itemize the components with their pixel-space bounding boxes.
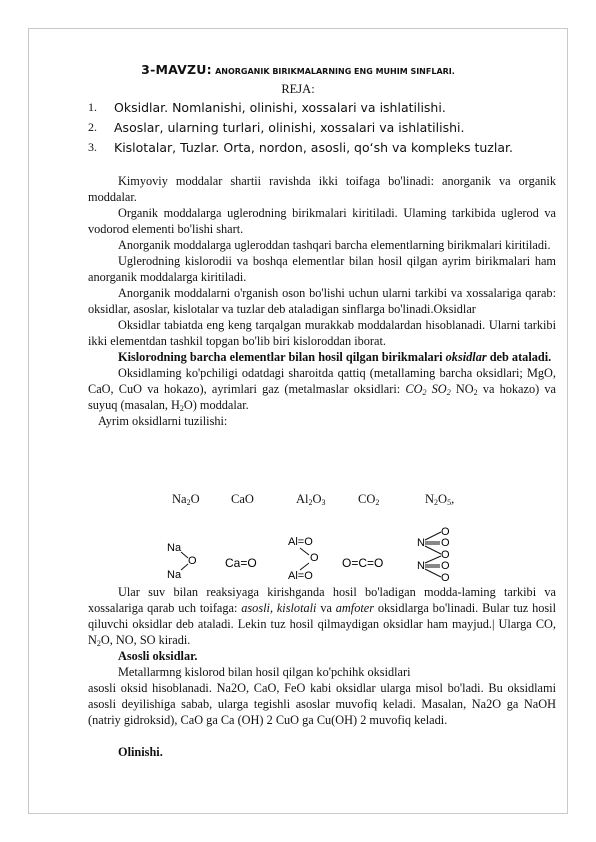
- paragraph: Anorganik moddalarni o'rganish oson bo'lishi uchun ularni tarkibi va xossalariga qarab: oksidlar, asoslar, kislotalar va tuzlar deb ataladigan sinflarga bo'linadi.Oksidlar: [88, 286, 556, 316]
- svg-text:Na: Na: [167, 542, 182, 554]
- svg-text:O=C=O: O=C=O: [342, 556, 384, 570]
- svg-text:N: N: [417, 537, 425, 549]
- svg-text:Ca=O: Ca=O: [225, 556, 257, 570]
- cao-structure: [225, 556, 257, 570]
- paragraph: Ular suv bilan reaksiyaga kirishganda hosil bo'ladigan modda-laming tarkibi va xossalariga qarab uch toifaga: asosli, kislotali va amfoter oksidlarga bo'linadi. Bular tuz hosil qiluvchi oksidlar deb ataladi. Lekin tuz hosil qilmaydigan oksidlar ham mayjud.| Ularga CO, $N_2O$, NO, SO kiradi.: [88, 585, 556, 648]
- svg-text:Na: Na: [167, 569, 182, 581]
- paragraph: Uglerodning kislorodii va boshqa elementlar bilan hosil qilgan ayrim birikmalari ham anorganik moddalarga kiritiladi.: [88, 254, 556, 284]
- formula-na2o: $Na_2O$: [172, 492, 200, 507]
- body-text: [88, 173, 556, 429]
- paragraph: asosli oksid hisoblanadi. Na2O, CaO, FeO kabi oksidlar ularga misol bo'ladi. Bu oksidlami asosli deyilishiga sabab, ularga tegishli asoslar muvofiq keladi. Masalan, Na2O ga NaOH (natriy gidroksid), CaO ga Ca (OH) 2 CuO ga Cu(OH) 2 muvofiq keladi.: [88, 681, 556, 727]
- svg-text:O: O: [441, 549, 450, 561]
- title-topic: 3-MAVZU:: [141, 62, 212, 77]
- paragraph: Oksidlar tabiatda eng keng tarqalgan murakkab moddalardan hisoblanadi. Ularni tarkibi ikki elementdan tashkil topgan bo'lib biri kisloroddan iborat.: [88, 318, 556, 348]
- oxide-structure-diagrams: [155, 525, 485, 585]
- formula-n2o5: $N_2O_5$,: [425, 492, 455, 507]
- svg-text:O: O: [441, 537, 450, 549]
- section-heading: Asosli oksidlar.: [118, 649, 198, 663]
- svg-text:N: N: [417, 560, 425, 572]
- al2o3-structure: [288, 536, 319, 582]
- paragraph: Metallarmng kislorod bilan hosil qilgan ko'pchihk oksidlari: [118, 665, 411, 679]
- plan-heading: REJA:: [281, 82, 315, 96]
- page-title: [0, 62, 596, 78]
- formula-cao: CaO: [231, 492, 254, 506]
- svg-text:Al=O: Al=O: [288, 536, 313, 548]
- paragraph: Anorganik moddalarga ugleroddan tashqari barcha elementlarning birikmalari kiritiladi.: [118, 238, 551, 252]
- svg-text:O: O: [188, 555, 197, 567]
- formula-co2: $CO_2$: [358, 492, 380, 507]
- paragraph: Ayrim oksidlarni tuzilishi:: [98, 414, 228, 428]
- svg-text:O: O: [441, 560, 450, 572]
- svg-text:O: O: [310, 552, 319, 564]
- svg-text:O: O: [441, 526, 450, 538]
- section-heading: Olinishi.: [118, 745, 163, 759]
- paragraph-definition: Kislorodning barcha elementlar bilan hosil qilgan birikmalari oksidlar deb ataladi.: [118, 350, 552, 364]
- svg-text:O: O: [441, 572, 450, 584]
- paragraph: Kimyoviy moddalar shartii ravishda ikki toifaga bo'linadi: anorganik va organik moddalar.: [88, 174, 556, 204]
- svg-text:Al=O: Al=O: [288, 570, 313, 582]
- co2-structure: [342, 556, 383, 570]
- paragraph: Organik moddalarga uglerodning birikmalari kiritiladi. Ulaming tarkibida uglerod va vodorod elementi bo'lishi shart.: [88, 206, 556, 236]
- title-subject: ANORGANIK BIRIKMALARNING ENG MUHIM SINFLARI.: [215, 67, 455, 76]
- na2o-structure: [167, 542, 197, 581]
- oxide-formulas: [0, 492, 596, 508]
- paragraph: Oksidlaming ko'pchiligi odatdagi sharoitda qattiq (metallaming barcha oksidlari; MgO, CaO, CuO va hokazo), ayrimlari gaz (metalmaslar oksidlari: $CO_2$ $SO_2$ $NO_2$ va hokazo) va suyuq (masalan, $H_2O$) moddalar.: [88, 366, 557, 413]
- body-text-continued: [88, 584, 556, 760]
- formula-al2o3: $Al_2O_3$: [296, 492, 326, 507]
- n2o5-structure: [417, 526, 450, 584]
